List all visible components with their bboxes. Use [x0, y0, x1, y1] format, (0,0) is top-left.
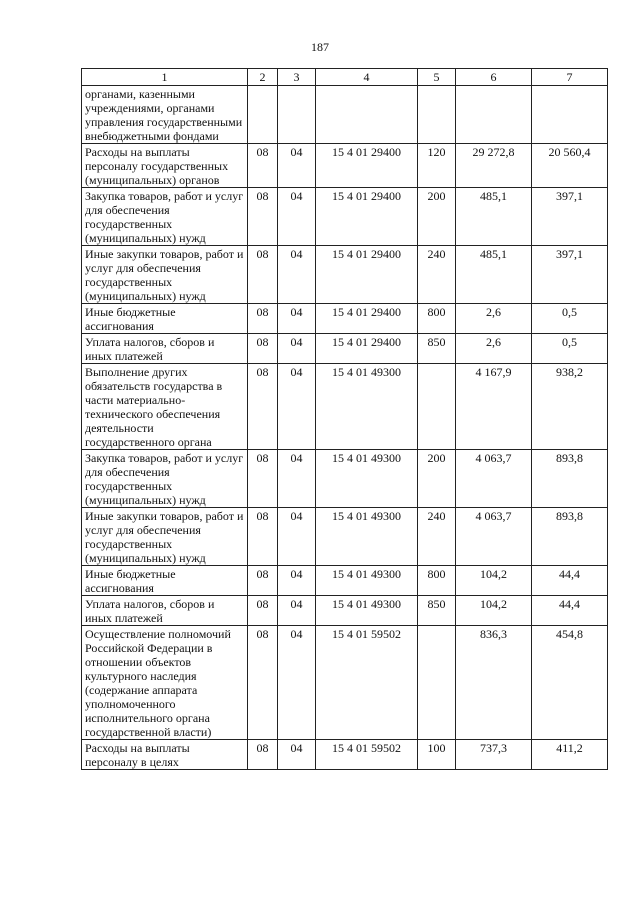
expense-type-cell: 240 — [418, 246, 456, 304]
subsection-code-cell: 04 — [278, 740, 316, 770]
expense-type-cell: 800 — [418, 566, 456, 596]
section-code-cell: 08 — [248, 334, 278, 364]
expense-name-cell: Иные бюджетные ассигнования — [82, 566, 248, 596]
amount-cell — [532, 86, 608, 144]
table-row — [82, 566, 608, 596]
target-article-cell: 15 4 01 29400 — [316, 246, 418, 304]
table-row — [82, 626, 608, 740]
subsection-code-cell: 04 — [278, 450, 316, 508]
target-article-cell: 15 4 01 59502 — [316, 740, 418, 770]
table-row — [82, 508, 608, 566]
expense-type-cell: 240 — [418, 508, 456, 566]
amount-cell: 104,2 — [456, 566, 532, 596]
amount-cell: 485,1 — [456, 246, 532, 304]
amount-cell: 938,2 — [532, 364, 608, 450]
expense-type-cell: 120 — [418, 144, 456, 188]
amount-cell: 737,3 — [456, 740, 532, 770]
subsection-code-cell: 04 — [278, 508, 316, 566]
table-row — [82, 86, 608, 144]
target-article-cell: 15 4 01 49300 — [316, 364, 418, 450]
expense-type-cell: 100 — [418, 740, 456, 770]
target-article-cell: 15 4 01 49300 — [316, 508, 418, 566]
expense-type-cell: 200 — [418, 450, 456, 508]
subsection-code-cell: 04 — [278, 334, 316, 364]
subsection-code-cell: 04 — [278, 304, 316, 334]
expense-name-cell: органами, казенными учреждениями, органами управления государственными внебюджетными фондами — [82, 86, 248, 144]
amount-cell: 836,3 — [456, 626, 532, 740]
table-row — [82, 144, 608, 188]
amount-cell: 44,4 — [532, 566, 608, 596]
expense-type-cell: 850 — [418, 334, 456, 364]
target-article-cell: 15 4 01 59502 — [316, 626, 418, 740]
amount-cell: 893,8 — [532, 508, 608, 566]
target-article-cell: 15 4 01 49300 — [316, 450, 418, 508]
amount-cell: 454,8 — [532, 626, 608, 740]
table-row — [82, 364, 608, 450]
expense-name-cell: Закупка товаров, работ и услуг для обеспечения государственных (муниципальных) нужд — [82, 188, 248, 246]
amount-cell: 0,5 — [532, 304, 608, 334]
subsection-code-cell: 04 — [278, 144, 316, 188]
amount-cell: 104,2 — [456, 596, 532, 626]
target-article-cell: 15 4 01 49300 — [316, 596, 418, 626]
target-article-cell: 15 4 01 29400 — [316, 334, 418, 364]
amount-cell — [456, 86, 532, 144]
amount-cell: 397,1 — [532, 188, 608, 246]
column-header: 4 — [316, 69, 418, 86]
section-code-cell: 08 — [248, 508, 278, 566]
expense-name-cell: Закупка товаров, работ и услуг для обеспечения государственных (муниципальных) нужд — [82, 450, 248, 508]
target-article-cell: 15 4 01 29400 — [316, 188, 418, 246]
amount-cell: 2,6 — [456, 304, 532, 334]
amount-cell: 4 167,9 — [456, 364, 532, 450]
target-article-cell: 15 4 01 29400 — [316, 144, 418, 188]
table-row — [82, 304, 608, 334]
expense-name-cell: Иные закупки товаров, работ и услуг для обеспечения государственных (муниципальных) нужд — [82, 246, 248, 304]
subsection-code-cell: 04 — [278, 566, 316, 596]
budget-table — [81, 68, 608, 770]
column-number-row — [82, 69, 608, 86]
section-code-cell: 08 — [248, 596, 278, 626]
column-header: 1 — [82, 69, 248, 86]
expense-name-cell: Осуществление полномочий Российской Федерации в отношении объектов культурного наследия (содержание аппарата уполномоченного исполнительного органа государственной власти) — [82, 626, 248, 740]
expense-type-cell — [418, 86, 456, 144]
target-article-cell — [316, 86, 418, 144]
expense-type-cell: 200 — [418, 188, 456, 246]
subsection-code-cell: 04 — [278, 188, 316, 246]
amount-cell: 4 063,7 — [456, 508, 532, 566]
amount-cell: 20 560,4 — [532, 144, 608, 188]
column-header: 6 — [456, 69, 532, 86]
section-code-cell: 08 — [248, 246, 278, 304]
expense-name-cell: Расходы на выплаты персоналу в целях — [82, 740, 248, 770]
amount-cell: 29 272,8 — [456, 144, 532, 188]
amount-cell: 0,5 — [532, 334, 608, 364]
amount-cell: 397,1 — [532, 246, 608, 304]
page-number: 187 — [311, 40, 329, 54]
section-code-cell: 08 — [248, 626, 278, 740]
table-row — [82, 596, 608, 626]
expense-type-cell: 800 — [418, 304, 456, 334]
expense-name-cell: Уплата налогов, сборов и иных платежей — [82, 334, 248, 364]
subsection-code-cell: 04 — [278, 364, 316, 450]
expense-type-cell — [418, 364, 456, 450]
section-code-cell: 08 — [248, 566, 278, 596]
column-header: 2 — [248, 69, 278, 86]
column-header: 5 — [418, 69, 456, 86]
amount-cell: 44,4 — [532, 596, 608, 626]
expense-name-cell: Расходы на выплаты персоналу государственных (муниципальных) органов — [82, 144, 248, 188]
expense-name-cell: Иные бюджетные ассигнования — [82, 304, 248, 334]
subsection-code-cell: 04 — [278, 626, 316, 740]
section-code-cell: 08 — [248, 450, 278, 508]
target-article-cell: 15 4 01 29400 — [316, 304, 418, 334]
amount-cell: 4 063,7 — [456, 450, 532, 508]
section-code-cell: 08 — [248, 144, 278, 188]
section-code-cell: 08 — [248, 304, 278, 334]
expense-name-cell: Иные закупки товаров, работ и услуг для обеспечения государственных (муниципальных) нужд — [82, 508, 248, 566]
column-header: 3 — [278, 69, 316, 86]
expense-name-cell: Выполнение других обязательств государства в части материально-технического обеспечения деятельности государственного органа — [82, 364, 248, 450]
expense-type-cell: 850 — [418, 596, 456, 626]
subsection-code-cell — [278, 86, 316, 144]
table-row — [82, 740, 608, 770]
expense-name-cell: Уплата налогов, сборов и иных платежей — [82, 596, 248, 626]
amount-cell: 485,1 — [456, 188, 532, 246]
expense-type-cell — [418, 626, 456, 740]
amount-cell: 411,2 — [532, 740, 608, 770]
amount-cell: 893,8 — [532, 450, 608, 508]
subsection-code-cell: 04 — [278, 596, 316, 626]
amount-cell: 2,6 — [456, 334, 532, 364]
subsection-code-cell: 04 — [278, 246, 316, 304]
table-row — [82, 334, 608, 364]
section-code-cell: 08 — [248, 188, 278, 246]
table-row — [82, 188, 608, 246]
target-article-cell: 15 4 01 49300 — [316, 566, 418, 596]
section-code-cell — [248, 86, 278, 144]
table-body — [82, 86, 608, 770]
column-header: 7 — [532, 69, 608, 86]
table-row — [82, 450, 608, 508]
table-row — [82, 246, 608, 304]
section-code-cell: 08 — [248, 740, 278, 770]
section-code-cell: 08 — [248, 364, 278, 450]
